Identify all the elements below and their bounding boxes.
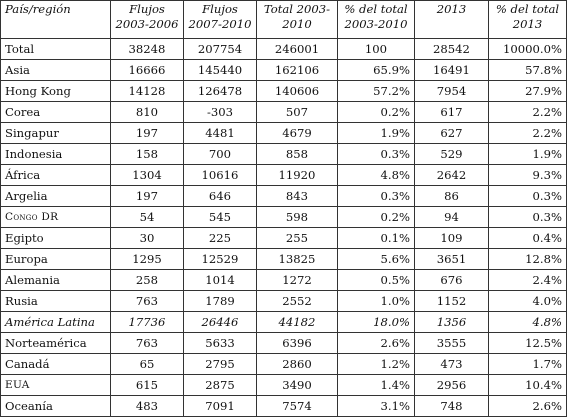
country-cell: Alemania <box>1 270 111 291</box>
value-cell: 162106 <box>257 60 338 81</box>
country-cell: América Latina <box>1 312 111 333</box>
value-cell: 2.2% <box>489 102 567 123</box>
value-cell: 1152 <box>415 291 489 312</box>
value-cell: 748 <box>415 396 489 417</box>
value-cell: 5.6% <box>338 249 415 270</box>
value-cell: 646 <box>184 186 257 207</box>
value-cell: 7091 <box>184 396 257 417</box>
value-cell: -303 <box>184 102 257 123</box>
value-cell: 10616 <box>184 165 257 186</box>
table-row <box>1 39 567 60</box>
value-cell: 14128 <box>111 81 184 102</box>
value-cell: 0.4% <box>489 228 567 249</box>
value-cell: 545 <box>184 207 257 228</box>
value-cell: 258 <box>111 270 184 291</box>
value-cell: 9.3% <box>489 165 567 186</box>
country-cell: Singapur <box>1 123 111 144</box>
country-cell: Indonesia <box>1 144 111 165</box>
value-cell: 4.8% <box>489 312 567 333</box>
value-cell: 11920 <box>257 165 338 186</box>
col-header-country: País/región <box>1 1 111 39</box>
value-cell: 0.3% <box>489 186 567 207</box>
value-cell: 1014 <box>184 270 257 291</box>
value-cell: 1.4% <box>338 375 415 396</box>
value-cell: 858 <box>257 144 338 165</box>
value-cell: 473 <box>415 354 489 375</box>
col-header-2013: 2013 <box>415 1 489 39</box>
value-cell: 16491 <box>415 60 489 81</box>
value-cell: 2552 <box>257 291 338 312</box>
country-cell: Argelia <box>1 186 111 207</box>
value-cell: 2795 <box>184 354 257 375</box>
country-cell: Egipto <box>1 228 111 249</box>
table-row <box>1 165 567 186</box>
value-cell: 109 <box>415 228 489 249</box>
value-cell: 1789 <box>184 291 257 312</box>
value-cell: 16666 <box>111 60 184 81</box>
header-row <box>1 1 567 39</box>
value-cell: 676 <box>415 270 489 291</box>
table-row <box>1 249 567 270</box>
value-cell: 140606 <box>257 81 338 102</box>
table-row <box>1 60 567 81</box>
table-row <box>1 375 567 396</box>
value-cell: 7574 <box>257 396 338 417</box>
value-cell: 30 <box>111 228 184 249</box>
value-cell: 1295 <box>111 249 184 270</box>
country-cell: Oceanía <box>1 396 111 417</box>
table-row <box>1 228 567 249</box>
country-cell: Rusia <box>1 291 111 312</box>
value-cell: 12529 <box>184 249 257 270</box>
value-cell: 483 <box>111 396 184 417</box>
value-cell: 126478 <box>184 81 257 102</box>
value-cell: 26446 <box>184 312 257 333</box>
value-cell: 4679 <box>257 123 338 144</box>
value-cell: 94 <box>415 207 489 228</box>
value-cell: 2642 <box>415 165 489 186</box>
value-cell: 3651 <box>415 249 489 270</box>
value-cell: 810 <box>111 102 184 123</box>
value-cell: 0.5% <box>338 270 415 291</box>
value-cell: 5633 <box>184 333 257 354</box>
value-cell: 2.2% <box>489 123 567 144</box>
value-cell: 627 <box>415 123 489 144</box>
value-cell: 6396 <box>257 333 338 354</box>
table-row <box>1 354 567 375</box>
value-cell: 4.8% <box>338 165 415 186</box>
value-cell: 0.2% <box>338 102 415 123</box>
value-cell: 197 <box>111 123 184 144</box>
value-cell: 44182 <box>257 312 338 333</box>
value-cell: 2.6% <box>489 396 567 417</box>
value-cell: 10.4% <box>489 375 567 396</box>
value-cell: 1356 <box>415 312 489 333</box>
value-cell: 38248 <box>111 39 184 60</box>
country-cell: Norteamérica <box>1 333 111 354</box>
value-cell: 3490 <box>257 375 338 396</box>
value-cell: 615 <box>111 375 184 396</box>
table-row <box>1 186 567 207</box>
value-cell: 100 <box>338 39 415 60</box>
table-row <box>1 291 567 312</box>
table-row <box>1 207 567 228</box>
value-cell: 57.2% <box>338 81 415 102</box>
country-cell: África <box>1 165 111 186</box>
table-row <box>1 396 567 417</box>
value-cell: 145440 <box>184 60 257 81</box>
value-cell: 763 <box>111 291 184 312</box>
table-row <box>1 81 567 102</box>
country-cell: EUA <box>1 375 111 396</box>
value-cell: 86 <box>415 186 489 207</box>
value-cell: 2860 <box>257 354 338 375</box>
value-cell: 1.9% <box>489 144 567 165</box>
value-cell: 158 <box>111 144 184 165</box>
value-cell: 0.1% <box>338 228 415 249</box>
table-row <box>1 123 567 144</box>
value-cell: 3555 <box>415 333 489 354</box>
col-header-pct-2003-2010: % del total 2003-2010 <box>338 1 415 39</box>
value-cell: 598 <box>257 207 338 228</box>
value-cell: 13825 <box>257 249 338 270</box>
value-cell: 4.0% <box>489 291 567 312</box>
country-cell: Asia <box>1 60 111 81</box>
value-cell: 12.8% <box>489 249 567 270</box>
table-row <box>1 333 567 354</box>
country-cell: Congo DR <box>1 207 111 228</box>
value-cell: 57.8% <box>489 60 567 81</box>
value-cell: 0.2% <box>338 207 415 228</box>
value-cell: 27.9% <box>489 81 567 102</box>
value-cell: 4481 <box>184 123 257 144</box>
value-cell: 700 <box>184 144 257 165</box>
value-cell: 2.6% <box>338 333 415 354</box>
value-cell: 1.0% <box>338 291 415 312</box>
table-row <box>1 312 567 333</box>
value-cell: 54 <box>111 207 184 228</box>
country-cell: Canadá <box>1 354 111 375</box>
value-cell: 3.1% <box>338 396 415 417</box>
value-cell: 529 <box>415 144 489 165</box>
value-cell: 18.0% <box>338 312 415 333</box>
country-cell: Corea <box>1 102 111 123</box>
value-cell: 225 <box>184 228 257 249</box>
value-cell: 255 <box>257 228 338 249</box>
col-header-pct-2013: % del total 2013 <box>489 1 567 39</box>
country-cell: Europa <box>1 249 111 270</box>
table-row <box>1 102 567 123</box>
value-cell: 1.2% <box>338 354 415 375</box>
table-row <box>1 270 567 291</box>
value-cell: 65.9% <box>338 60 415 81</box>
value-cell: 1.9% <box>338 123 415 144</box>
value-cell: 763 <box>111 333 184 354</box>
value-cell: 507 <box>257 102 338 123</box>
value-cell: 207754 <box>184 39 257 60</box>
value-cell: 12.5% <box>489 333 567 354</box>
col-header-flows-2007-2010: Flujos 2007-2010 <box>184 1 257 39</box>
country-cell: Hong Kong <box>1 81 111 102</box>
value-cell: 843 <box>257 186 338 207</box>
value-cell: 65 <box>111 354 184 375</box>
value-cell: 197 <box>111 186 184 207</box>
value-cell: 10000.0% <box>489 39 567 60</box>
value-cell: 2.4% <box>489 270 567 291</box>
value-cell: 1272 <box>257 270 338 291</box>
value-cell: 17736 <box>111 312 184 333</box>
value-cell: 2956 <box>415 375 489 396</box>
value-cell: 28542 <box>415 39 489 60</box>
value-cell: 246001 <box>257 39 338 60</box>
value-cell: 0.3% <box>338 186 415 207</box>
table-row <box>1 144 567 165</box>
value-cell: 617 <box>415 102 489 123</box>
value-cell: 1304 <box>111 165 184 186</box>
value-cell: 0.3% <box>338 144 415 165</box>
value-cell: 0.3% <box>489 207 567 228</box>
country-cell: Total <box>1 39 111 60</box>
value-cell: 7954 <box>415 81 489 102</box>
value-cell: 2875 <box>184 375 257 396</box>
col-header-total-2003-2010: Total 2003-2010 <box>257 1 338 39</box>
col-header-flows-2003-2006: Flujos 2003-2006 <box>111 1 184 39</box>
value-cell: 1.7% <box>489 354 567 375</box>
